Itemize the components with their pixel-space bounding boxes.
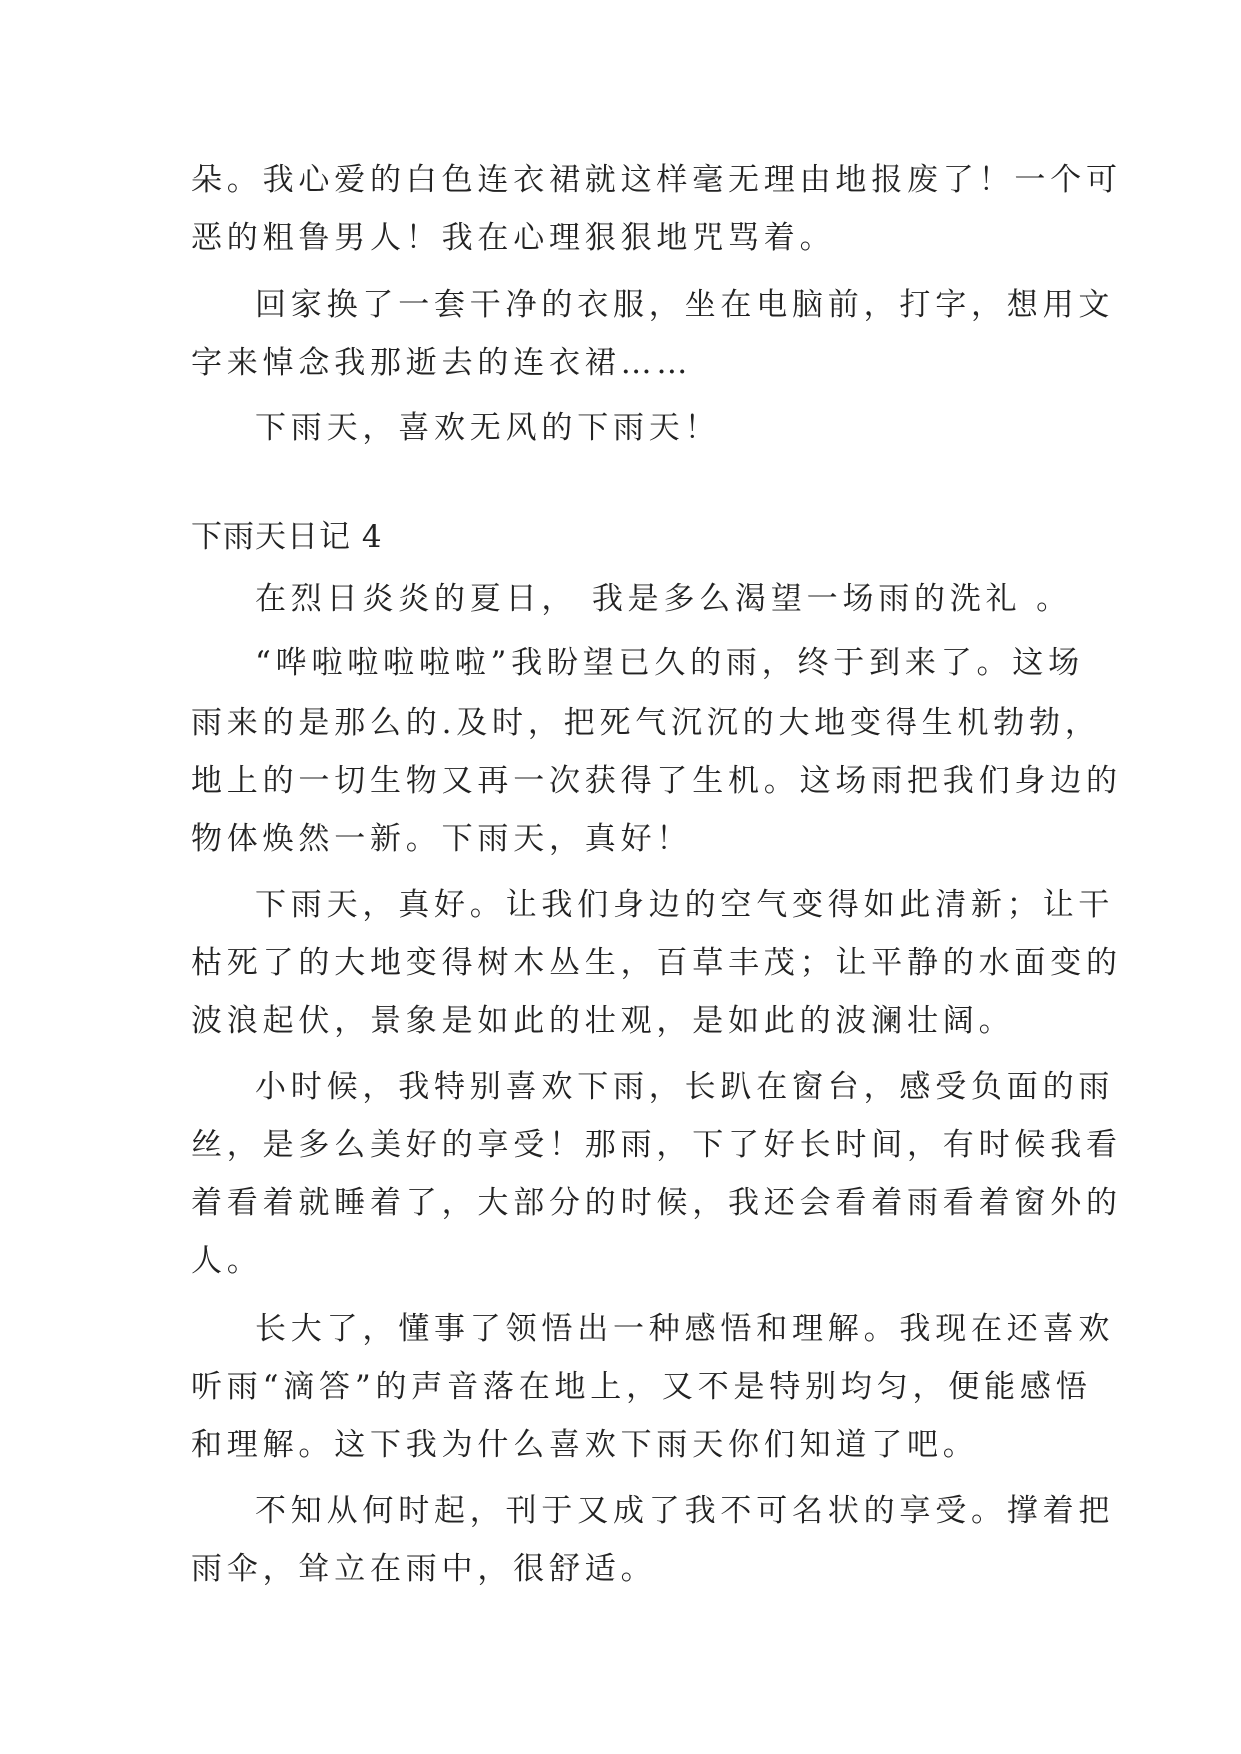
- text-line: 朵。我心爱的白色连衣裙就这样毫无理由地报废了！一个可: [191, 162, 1122, 198]
- paragraph-first-line: 下雨天，喜欢无风的下雨天！: [255, 410, 721, 446]
- text-line: 雨伞，耸立在雨中，很舒适。: [191, 1551, 657, 1587]
- text-line: 着看着就睡着了，大部分的时候，我还会看着雨看着窗外的: [191, 1185, 1122, 1221]
- text-line: 恶的粗鲁男人！我在心理狠狠地咒骂着。: [191, 220, 836, 256]
- paragraph-first-line: 长大了，懂事了领悟出一种感悟和理解。我现在还喜欢: [255, 1311, 1115, 1347]
- text-line: 地上的一切生物又再一次获得了生机。这场雨把我们身边的: [191, 763, 1122, 799]
- paragraph-first-line: “哗啦啦啦啦啦”我盼望已久的雨，终于到来了。这场: [255, 645, 1084, 681]
- paragraph-first-line: 下雨天，真好。让我们身边的空气变得如此清新；让干: [255, 887, 1115, 923]
- text-line: 字来悼念我那逝去的连衣裙……: [191, 345, 693, 381]
- paragraph-first-line: 不知从何时起，刊于又成了我不可名状的享受。撑着把: [255, 1493, 1115, 1529]
- text-line: 和理解。这下我为什么喜欢下雨天你们知道了吧。: [191, 1427, 979, 1463]
- paragraph-first-line: 回家换了一套干净的衣服，坐在电脑前，打字，想用文: [255, 287, 1115, 323]
- text-line: 物体焕然一新。下雨天，真好！: [191, 821, 693, 857]
- text-line: 波浪起伏，景象是如此的壮观，是如此的波澜壮阔。: [191, 1003, 1015, 1039]
- text-line: 听雨“滴答”的声音落在地上，又不是特别均匀，便能感悟: [191, 1369, 1092, 1405]
- paragraph-first-line: 在烈日炎炎的夏日， 我是多么渴望一场雨的洗礼 。: [255, 581, 1072, 617]
- paragraph-first-line: 小时候，我特别喜欢下雨，长趴在窗台，感受负面的雨: [255, 1069, 1115, 1105]
- text-line: 人。: [191, 1243, 263, 1279]
- section-heading: 下雨天日记 4: [191, 519, 383, 555]
- text-line: 枯死了的大地变得树木丛生，百草丰茂；让平静的水面变的: [191, 945, 1122, 981]
- text-line: 丝，是多么美好的享受！那雨，下了好长时间，有时候我看: [191, 1127, 1122, 1163]
- text-line: 雨来的是那么的.及时，把死气沉沉的大地变得生机勃勃，: [191, 705, 1101, 741]
